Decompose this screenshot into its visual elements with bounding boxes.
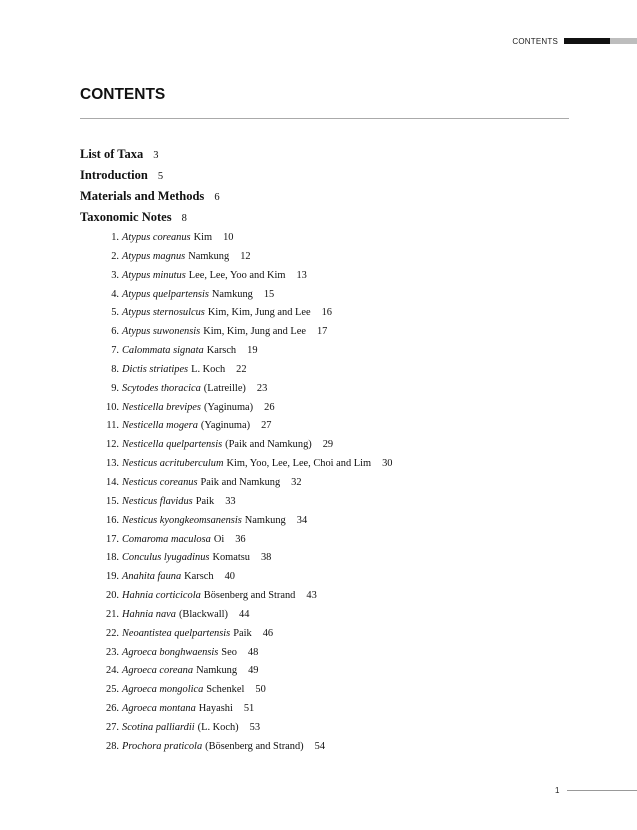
taxon-number: 21. xyxy=(106,608,119,620)
taxon-name: Comaroma maculosa xyxy=(122,533,211,545)
taxon-entry[interactable] xyxy=(80,288,392,307)
taxon-page: 22 xyxy=(236,363,247,375)
taxon-entry[interactable] xyxy=(80,438,392,457)
taxon-page: 19 xyxy=(247,345,258,357)
taxon-author: (Bösenberg and Strand) xyxy=(205,740,304,752)
taxon-number: 11. xyxy=(106,420,119,432)
taxon-name: Atypus sternosulcus xyxy=(122,307,205,319)
taxon-entry[interactable] xyxy=(80,306,392,325)
taxon-number: 8. xyxy=(111,363,119,375)
taxon-name: Agroeca bonghwaensis xyxy=(122,646,219,658)
taxon-author: Kim xyxy=(193,232,213,243)
taxon-number: 1. xyxy=(111,232,119,243)
toc-section-entry[interactable] xyxy=(80,189,220,210)
taxon-number: 20. xyxy=(106,590,119,602)
toc-section-title: Taxonomic Notes xyxy=(80,210,172,224)
taxon-page: 53 xyxy=(249,721,261,733)
taxon-entry[interactable] xyxy=(80,231,392,250)
taxon-number: 28. xyxy=(106,740,119,752)
taxon-number: 2. xyxy=(111,250,119,262)
taxon-entry[interactable] xyxy=(80,551,392,570)
taxon-page: 23 xyxy=(256,382,268,394)
taxon-name: Agroeca coreana xyxy=(122,665,194,677)
taxon-entry[interactable] xyxy=(80,476,392,495)
taxon-author: (Yaginuma) xyxy=(200,420,251,432)
taxon-entry[interactable] xyxy=(80,344,392,363)
taxon-entry[interactable] xyxy=(80,495,392,514)
taxon-author: Lee, Lee, Yoo and Kim xyxy=(188,269,286,281)
page-footer xyxy=(555,786,637,795)
taxon-page: 44 xyxy=(239,608,250,620)
taxon-number: 23. xyxy=(106,646,119,658)
taxon-entry[interactable] xyxy=(80,740,392,759)
taxon-number: 27. xyxy=(106,721,119,733)
taxon-number: 25. xyxy=(106,684,119,696)
taxon-entry[interactable] xyxy=(80,664,392,683)
taxon-name: Calommata signata xyxy=(122,345,204,357)
taxon-author: Karsch xyxy=(184,571,214,583)
taxon-page: 30 xyxy=(382,458,393,470)
taxon-author: Paik xyxy=(195,495,215,507)
taxon-number: 10. xyxy=(106,401,119,413)
taxon-page: 16 xyxy=(321,307,332,319)
toc-section-page: 3 xyxy=(153,150,159,161)
taxon-name: Agroeca mongolica xyxy=(122,684,204,696)
taxon-author: Bösenberg and Strand xyxy=(203,590,296,602)
taxon-number: 22. xyxy=(106,627,119,639)
toc-section-title: Materials and Methods xyxy=(80,189,205,203)
taxon-name: Nesticus coreanus xyxy=(122,476,198,488)
taxon-name: Prochora praticola xyxy=(122,740,203,752)
taxon-number: 19. xyxy=(106,571,119,583)
page-number: 1 xyxy=(555,786,560,795)
taxon-entry[interactable] xyxy=(80,627,392,646)
taxon-number: 7. xyxy=(111,345,119,357)
taxon-name: Nesticella brevipes xyxy=(122,401,201,413)
running-head xyxy=(512,36,637,46)
taxon-page: 51 xyxy=(243,703,255,715)
taxon-number: 12. xyxy=(106,439,119,451)
taxon-number: 14. xyxy=(106,476,119,488)
taxon-name: Atypus quelpartensis xyxy=(122,288,209,300)
taxon-entry[interactable] xyxy=(80,419,392,438)
taxon-author: Paik xyxy=(233,627,252,639)
taxon-entry[interactable] xyxy=(80,721,392,740)
toc-section-entry[interactable] xyxy=(80,210,220,231)
taxon-number: 6. xyxy=(111,326,119,338)
taxon-entry[interactable] xyxy=(80,683,392,702)
taxon-entry[interactable] xyxy=(80,589,392,608)
taxon-author: Namkung xyxy=(196,665,238,677)
taxon-author: Kim, Kim, Jung and Lee xyxy=(203,326,306,338)
taxon-author: (Yaginuma) xyxy=(203,401,254,413)
taxon-author: (Blackwall) xyxy=(178,608,229,620)
toc-section-page: 5 xyxy=(157,171,164,182)
taxon-page: 43 xyxy=(306,590,317,602)
taxon-author: Karsch xyxy=(206,345,237,357)
taxon-number: 26. xyxy=(106,703,119,715)
taxon-name: Nesticus flavidus xyxy=(122,495,193,507)
taxon-name: Nesticus acrituberculum xyxy=(122,458,224,470)
taxon-author: Paik and Namkung xyxy=(200,476,281,488)
taxon-number: 24. xyxy=(106,665,119,677)
taxon-author: Namkung xyxy=(188,250,230,262)
toc-section-page: 6 xyxy=(214,192,220,203)
taxon-name: Atypus coreanus xyxy=(122,232,191,243)
taxon-number: 4. xyxy=(111,288,119,300)
taxon-number: 15. xyxy=(106,495,119,507)
taxon-entry[interactable] xyxy=(80,457,392,476)
taxon-entry[interactable] xyxy=(80,382,392,401)
taxon-name: Atypus suwonensis xyxy=(122,326,201,338)
taxon-author: Namkung xyxy=(211,288,253,300)
taxon-entry[interactable] xyxy=(80,646,392,665)
taxon-entry[interactable] xyxy=(80,325,392,344)
taxon-author: (Latreille) xyxy=(203,382,246,394)
running-head-bar-dark xyxy=(564,38,610,44)
taxon-author: (L. Koch) xyxy=(197,721,239,733)
taxon-name: Conculus lyugadinus xyxy=(122,552,210,564)
footer-rule xyxy=(567,790,637,791)
taxon-name: Nesticella mogera xyxy=(122,420,198,432)
toc-section-entry[interactable] xyxy=(80,168,220,189)
taxon-author: Komatsu xyxy=(212,552,250,564)
taxon-page: 13 xyxy=(296,269,307,281)
taxon-page: 10 xyxy=(223,232,234,243)
taxon-page: 40 xyxy=(224,571,235,583)
taxon-page: 49 xyxy=(248,665,259,677)
taxon-number: 17. xyxy=(106,533,119,545)
taxon-entry[interactable] xyxy=(80,401,392,420)
taxon-page: 27 xyxy=(261,420,272,432)
taxon-name: Nesticus kyongkeomsanensis xyxy=(122,514,242,526)
taxon-name: Scytodes thoracica xyxy=(122,382,201,394)
toc-section-title: List of Taxa xyxy=(80,147,144,161)
taxon-name: Dictis striatipes xyxy=(122,363,189,375)
title-divider xyxy=(80,118,569,119)
taxon-author: Kim, Kim, Jung and Lee xyxy=(207,307,311,319)
taxon-author: Oi xyxy=(213,533,225,545)
taxon-page: 15 xyxy=(263,288,275,300)
toc-sections xyxy=(80,147,220,231)
taxon-page: 46 xyxy=(262,627,274,639)
taxon-number: 9. xyxy=(111,382,119,394)
taxon-author: Hayashi xyxy=(198,703,233,715)
taxon-author: (Paik and Namkung) xyxy=(225,439,312,451)
taxon-entry[interactable] xyxy=(80,608,392,627)
taxon-entry[interactable] xyxy=(80,702,392,721)
taxon-page: 12 xyxy=(240,250,251,262)
taxon-page: 54 xyxy=(314,740,326,752)
taxon-page: 38 xyxy=(260,552,272,564)
taxon-entry[interactable] xyxy=(80,570,392,589)
taxon-name: Neoantistea quelpartensis xyxy=(122,627,231,639)
taxon-entry[interactable] xyxy=(80,363,392,382)
taxon-page: 26 xyxy=(264,401,275,413)
taxon-page: 29 xyxy=(322,439,334,451)
taxon-name: Hahnia nava xyxy=(122,608,176,620)
taxon-page: 17 xyxy=(316,326,328,338)
taxon-author: Kim, Yoo, Lee, Lee, Choi and Lim xyxy=(226,458,372,470)
taxon-name: Atypus magnus xyxy=(122,250,186,262)
taxon-entry[interactable] xyxy=(80,514,392,533)
taxon-author: Seo xyxy=(221,646,237,658)
taxon-author: Namkung xyxy=(244,514,286,526)
taxon-entry[interactable] xyxy=(80,533,392,552)
running-head-bar-gray xyxy=(610,38,637,44)
taxa-list xyxy=(80,231,392,759)
taxon-number: 5. xyxy=(111,307,119,319)
toc-section-entry[interactable] xyxy=(80,147,220,168)
taxon-page: 36 xyxy=(235,533,246,545)
taxon-name: Atypus minutus xyxy=(122,269,186,281)
taxon-page: 50 xyxy=(255,684,266,696)
page-title: CONTENTS xyxy=(80,86,166,103)
toc-section-page: 8 xyxy=(181,213,187,224)
taxon-author: L. Koch xyxy=(191,363,226,375)
taxon-name: Hahnia corticicola xyxy=(122,590,201,602)
taxon-name: Anahita fauna xyxy=(122,571,182,583)
taxon-number: 3. xyxy=(111,269,119,281)
taxon-page: 34 xyxy=(296,514,308,526)
toc-section-title: Introduction xyxy=(80,168,148,182)
taxon-page: 48 xyxy=(247,646,259,658)
taxon-page: 33 xyxy=(225,495,236,507)
running-head-label: CONTENTS xyxy=(512,36,558,46)
taxon-number: 18. xyxy=(106,552,119,564)
taxon-entry[interactable] xyxy=(80,250,392,269)
taxon-page: 32 xyxy=(291,476,302,488)
taxon-number: 13. xyxy=(106,458,119,470)
taxon-entry[interactable] xyxy=(80,269,392,288)
taxon-name: Nesticella quelpartensis xyxy=(122,439,223,451)
taxon-number: 16. xyxy=(106,514,119,526)
taxon-name: Agroeca montana xyxy=(122,703,196,715)
taxon-name: Scotina palliardii xyxy=(122,721,195,733)
taxon-author: Schenkel xyxy=(206,684,245,696)
